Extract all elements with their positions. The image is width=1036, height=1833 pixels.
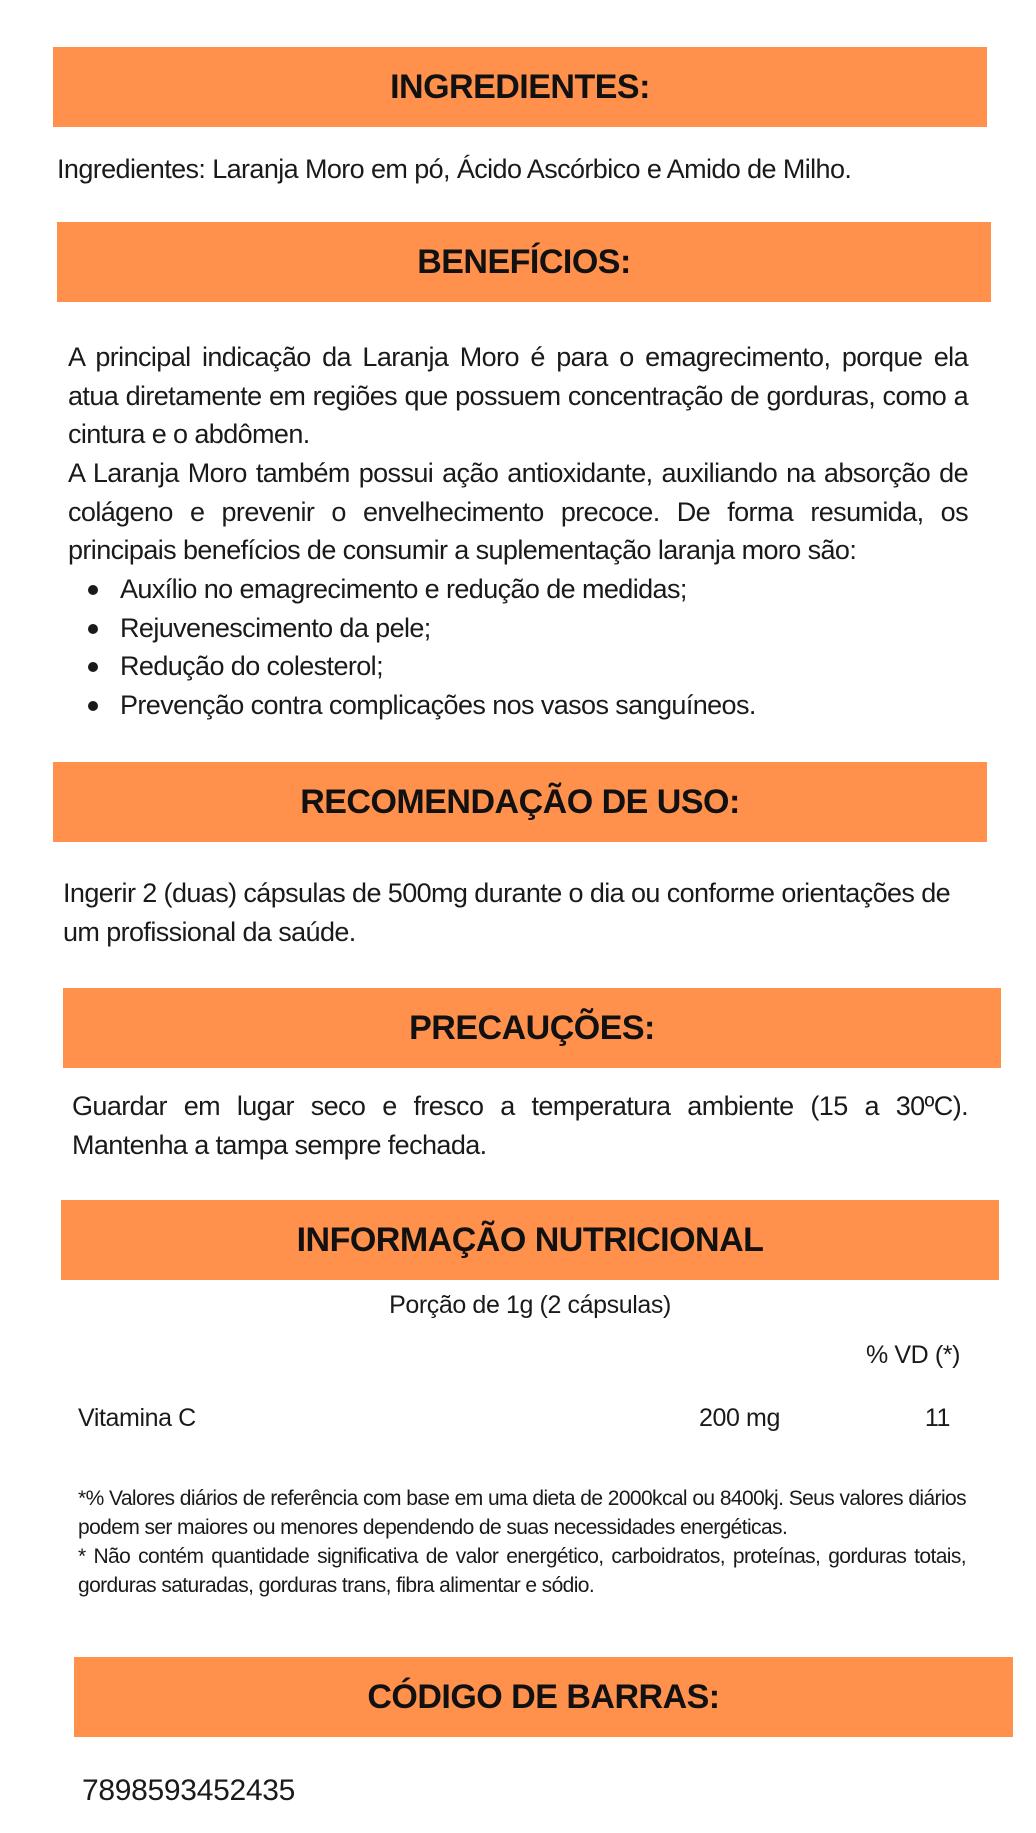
list-item: Redução do colesterol; [120, 647, 980, 686]
precaucoes-text: Guardar em lugar seco e fresco a temperatura ambiente (15 a 30ºC). Mantenha a tampa sempre fechada. [72, 1091, 968, 1160]
recomendacao-title: RECOMENDAÇÃO DE USO: [300, 782, 740, 821]
ingredientes-title: INGREDIENTES: [390, 67, 650, 106]
beneficios-list [68, 570, 980, 724]
list-item: Prevenção contra complicações nos vasos sanguíneos. [120, 686, 980, 725]
nutricional-footnote-2: * Não contém quantidade significativa de valor energético, carboidratos, proteínas, gorduras totais, gorduras saturadas, gorduras trans, fibra alimentar e sódio. [78, 1545, 966, 1597]
beneficios-paragraph-2: A Laranja Moro também possui ação antioxidante, auxiliando na absorção de colágeno e prevenir o envelhecimento precoce. De forma resumida, os principais benefícios de consumir a suplementação laranja moro são: [68, 458, 968, 565]
precaucoes-header [63, 988, 1001, 1068]
beneficios-title: BENEFÍCIOS: [417, 242, 631, 281]
precaucoes-title: PRECAUÇÕES: [409, 1008, 655, 1047]
beneficios-paragraph-1: A principal indicação da Laranja Moro é para o emagrecimento, porque ela atua diretamente em regiões que possuem concentração de gorduras, como a cintura e o abdômen. [68, 342, 968, 449]
ingredientes-header [53, 47, 987, 127]
ingredientes-text: Ingredientes: Laranja Moro em pó, Ácido Ascórbico e Amido de Milho. [57, 154, 852, 184]
nutricional-footnote-1: *% Valores diários de referência com base em uma dieta de 2000kcal ou 8400kj. Seus valores diários podem ser maiores ou menores dependendo de suas necessidades energéticas. [78, 1487, 966, 1539]
nutrient-name: Vitamina C [78, 1404, 196, 1432]
nutricional-title: INFORMAÇÃO NUTRICIONAL [296, 1220, 764, 1259]
barcode-number: 7898593452435 [82, 1774, 295, 1807]
beneficios-header [57, 222, 991, 302]
vd-header: % VD (*) [865, 1341, 960, 1369]
nutrient-vd: 11 [924, 1404, 950, 1432]
nutrient-amount: 200 mg [699, 1404, 780, 1432]
codigo-title: CÓDIGO DE BARRAS: [367, 1677, 720, 1716]
codigo-header [74, 1657, 1013, 1737]
portion-label: Porção de 1g (2 cápsulas) [389, 1291, 671, 1319]
list-item: Rejuvenescimento da pele; [120, 609, 980, 648]
nutricional-header [61, 1200, 999, 1280]
recomendacao-header [53, 762, 987, 842]
list-item: Auxílio no emagrecimento e redução de medidas; [120, 570, 980, 609]
recomendacao-text: Ingerir 2 (duas) cápsulas de 500mg durante o dia ou conforme orientações de um profissional da saúde. [63, 878, 951, 947]
